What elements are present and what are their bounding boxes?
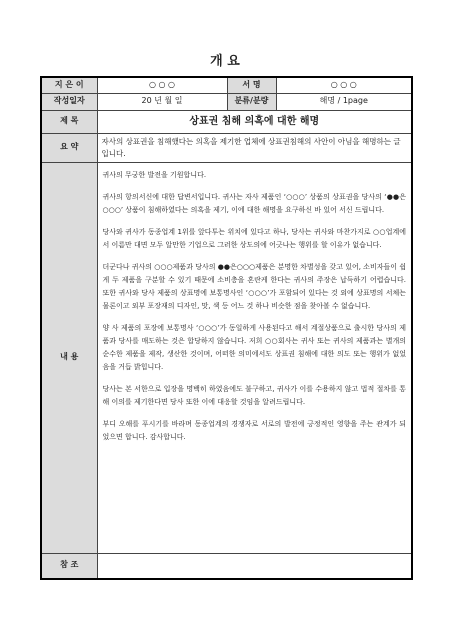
date-row [41,93,412,110]
signature-label: 서 명 [227,77,276,93]
content-paragraph: 당사는 본 서한으로 입장을 명백히 하였음에도 불구하고, 귀사가 이를 수용하지 않고 법적 절차를 통해 이의를 제기한다면 당사 또한 이에 대응할 것임을 알려드립니다. [102,384,406,406]
content-paragraph: 당사와 귀사가 동종업계 1위를 앞다투는 위치에 있다고 하나, 당사는 귀사와 마찬가지로 ○○업계에서 이름만 대면 모두 알만한 기업으로 그러한 상도의에 어긋나는 행위를 할 이유가 없습니다. [102,227,406,249]
subject-label: 제 목 [41,110,97,133]
subject-row [41,110,412,133]
summary-value: 자사의 상표권을 침해했다는 의혹을 제기한 업체에 상표권침해의 사안이 아님을 해명하는 글입니다. [97,133,412,162]
content-paragraph: 귀사의 항의서신에 대한 답변서입니다. 귀사는 자사 제품인 ‘○○○’ 상품의 상표권을 당사의 ‘●●은○○○’ 상품이 침해하였다는 의혹을 제기, 이에 대한 해명을 요구하신 바 있어 서신 드립니다. [102,192,406,214]
date-label: 작성일자 [41,93,97,110]
summary-table [40,76,413,580]
category-label: 분류/분량 [227,93,276,110]
content-label: 내 용 [41,162,97,553]
document-title: 개 요 [210,54,240,69]
author-value: ○ ○ ○ [97,77,227,93]
content-body [97,162,412,553]
reference-label: 참 조 [41,553,97,579]
author-label: 지 은 이 [41,77,97,93]
reference-value [97,553,412,579]
date-value: 20 년 월 일 [97,93,227,110]
subject-value: 상표권 침해 의혹에 대한 해명 [97,110,412,133]
content-paragraph: 부디 오해를 푸시기를 바라며 동종업계의 경쟁자로 서로의 발전에 긍정적인 영향을 주는 관계가 되었으면 합니다. 감사합니다. [102,419,406,441]
author-row [41,77,412,93]
summary-label: 요 약 [41,133,97,162]
content-row [41,162,412,553]
content-paragraph: 더군다나 귀사의 ○○○제품과 당사의 ●●은○○○제품은 분명한 차별성을 갖고 있어, 소비자들이 쉽게 두 제품을 구분할 수 있기 때문에 소비층을 혼란케 한다는 귀사의 주장은 납득하기 어렵습니다. 또한 귀사와 당사 제품의 상표명에 보통명사인 ‘○○○’가 포함되어 있다는 것 외에 상표명의 서체는 물론이고 외부 포장재의 디자인, 맛, 색 등 어느 것 하나 비슷한 점을 찾아볼 수 없습니다. [102,262,406,310]
summary-row [41,133,412,162]
content-paragraph: 양 사 제품의 포장에 보통명사 ‘○○○’가 동일하게 사용된다고 해서 계절상품으로 출시한 당사의 제품과 당사를 매도하는 것은 합당하지 않습니다. 저희 ○○회사는 귀사 또는 귀사의 제품과는 별개의 순수한 제품을 제작, 생산한 것이며, 어떠한 의미에서도 상표권 침해에 대한 의도 또는 행위가 없었음을 거듭 밝힙니다. [102,323,406,371]
signature-value: ○ ○ ○ [276,77,412,93]
category-value: 해명 / 1page [276,93,412,110]
reference-row [41,553,412,579]
content-paragraph: 귀사의 무궁한 발전을 기원합니다. [102,170,207,179]
